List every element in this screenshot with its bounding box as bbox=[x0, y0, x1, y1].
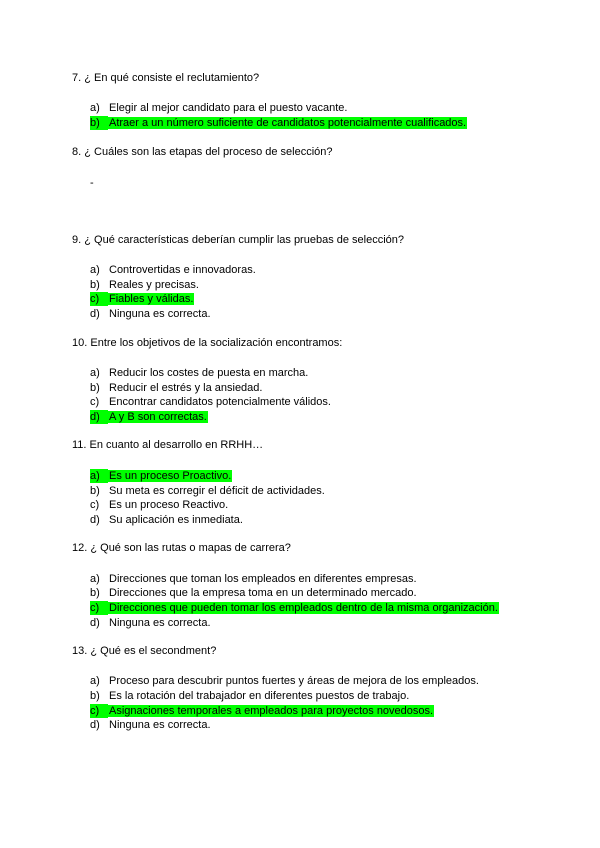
option-letter: b) bbox=[90, 279, 100, 291]
option-text: Su aplicación es inmediata. bbox=[109, 514, 243, 526]
question-10 bbox=[72, 337, 342, 349]
option-letter: a) bbox=[90, 102, 100, 114]
option-text-highlighted: Es un proceso Proactivo. bbox=[109, 470, 232, 482]
option-letter: b) bbox=[90, 690, 100, 702]
option-9c bbox=[90, 292, 194, 306]
option-text: Ninguna es correcta. bbox=[109, 719, 211, 731]
option-letter: d) bbox=[90, 308, 100, 320]
option-text: Reducir el estrés y la ansiedad. bbox=[109, 382, 263, 394]
question-text: ¿ En qué consiste el reclutamiento? bbox=[84, 72, 260, 84]
question-number: 12. bbox=[72, 542, 88, 554]
option-text-highlighted: Direcciones que pueden tomar los empleados dentro de la misma organización. bbox=[109, 602, 498, 614]
option-12a bbox=[90, 572, 418, 586]
option-letter: d) bbox=[90, 410, 108, 424]
option-letter: a) bbox=[90, 469, 108, 483]
option-text: Es la rotación del trabajador en diferentes puestos de trabajo. bbox=[109, 690, 410, 702]
option-12c bbox=[90, 601, 499, 615]
option-10a bbox=[90, 366, 309, 380]
option-text-highlighted: Atraer a un número suficiente de candidatos potencialmente cualificados. bbox=[109, 117, 467, 129]
option-text-highlighted: Asignaciones temporales a empleados para proyectos novedosos. bbox=[109, 705, 434, 717]
option-13a bbox=[90, 674, 480, 688]
option-letter: b) bbox=[90, 116, 108, 130]
question-number: 13. bbox=[72, 645, 88, 657]
option-letter: b) bbox=[90, 485, 100, 497]
option-10c bbox=[90, 395, 332, 409]
option-letter: d) bbox=[90, 514, 100, 526]
option-letter: d) bbox=[90, 719, 100, 731]
question-11 bbox=[72, 439, 263, 451]
option-text: Reales y precisas. bbox=[109, 279, 199, 291]
option-9d bbox=[90, 307, 212, 321]
option-text: Direcciones que toman los empleados en diferentes empresas. bbox=[109, 573, 417, 585]
option-text: Ninguna es correcta. bbox=[109, 308, 211, 320]
option-11c bbox=[90, 498, 229, 512]
question-number: 10. bbox=[72, 337, 88, 349]
option-text: Ninguna es correcta. bbox=[109, 617, 211, 629]
option-12d bbox=[90, 616, 212, 630]
question-number: 9. bbox=[72, 234, 82, 246]
question-12 bbox=[72, 542, 291, 554]
option-letter: c) bbox=[90, 499, 100, 511]
option-letter: a) bbox=[90, 264, 100, 276]
question-8 bbox=[72, 146, 333, 158]
option-12b bbox=[90, 586, 418, 600]
option-10b bbox=[90, 381, 263, 395]
question-text: ¿ Cuáles son las etapas del proceso de selección? bbox=[84, 146, 333, 158]
question-text: ¿ Qué características deberían cumplir las pruebas de selección? bbox=[84, 234, 405, 246]
question-text: En cuanto al desarrollo en RRHH… bbox=[89, 439, 264, 451]
question-text: ¿ Qué son las rutas o mapas de carrera? bbox=[90, 542, 291, 554]
option-7a bbox=[90, 101, 348, 115]
option-letter: c) bbox=[90, 292, 108, 306]
question-number: 8. bbox=[72, 146, 82, 158]
option-letter: b) bbox=[90, 587, 100, 599]
option-letter: a) bbox=[90, 367, 100, 379]
option-11b bbox=[90, 484, 326, 498]
option-letter: d) bbox=[90, 617, 100, 629]
option-text-highlighted: A y B son correctas. bbox=[109, 411, 207, 423]
question-text: ¿ Qué es el secondment? bbox=[90, 645, 217, 657]
option-text-highlighted: Fiables y válidas. bbox=[109, 293, 194, 305]
option-letter: c) bbox=[90, 704, 108, 718]
question-7 bbox=[72, 72, 259, 84]
option-letter: b) bbox=[90, 382, 100, 394]
question-9 bbox=[72, 234, 404, 246]
option-9a bbox=[90, 263, 257, 277]
option-11a bbox=[90, 469, 232, 483]
question-number: 7. bbox=[72, 72, 82, 84]
option-letter: c) bbox=[90, 396, 100, 408]
option-text: Reducir los costes de puesta en marcha. bbox=[109, 367, 309, 379]
option-11d bbox=[90, 513, 244, 527]
option-13b bbox=[90, 689, 410, 703]
option-letter: c) bbox=[90, 601, 108, 615]
option-text: Controvertidas e innovadoras. bbox=[109, 264, 256, 276]
option-text: Encontrar candidatos potencialmente válidos. bbox=[109, 396, 331, 408]
option-text: Proceso para descubrir puntos fuertes y áreas de mejora de los empleados. bbox=[109, 675, 479, 687]
question-number: 11. bbox=[72, 439, 87, 451]
option-7b bbox=[90, 116, 467, 130]
question-13 bbox=[72, 645, 216, 657]
question-text: Entre los objetivos de la socialización encontramos: bbox=[90, 337, 343, 349]
option-text: Elegir al mejor candidato para el puesto vacante. bbox=[109, 102, 348, 114]
option-9b bbox=[90, 278, 200, 292]
option-letter: a) bbox=[90, 675, 100, 687]
option-text: Es un proceso Reactivo. bbox=[109, 499, 229, 511]
option-13d bbox=[90, 718, 212, 732]
option-13c bbox=[90, 704, 434, 718]
option-10d bbox=[90, 410, 208, 424]
option-letter: a) bbox=[90, 573, 100, 585]
option-text: Su meta es corregir el déficit de actividades. bbox=[109, 485, 325, 497]
option-text: Direcciones que la empresa toma en un determinado mercado. bbox=[109, 587, 417, 599]
answer-placeholder: - bbox=[90, 177, 94, 189]
